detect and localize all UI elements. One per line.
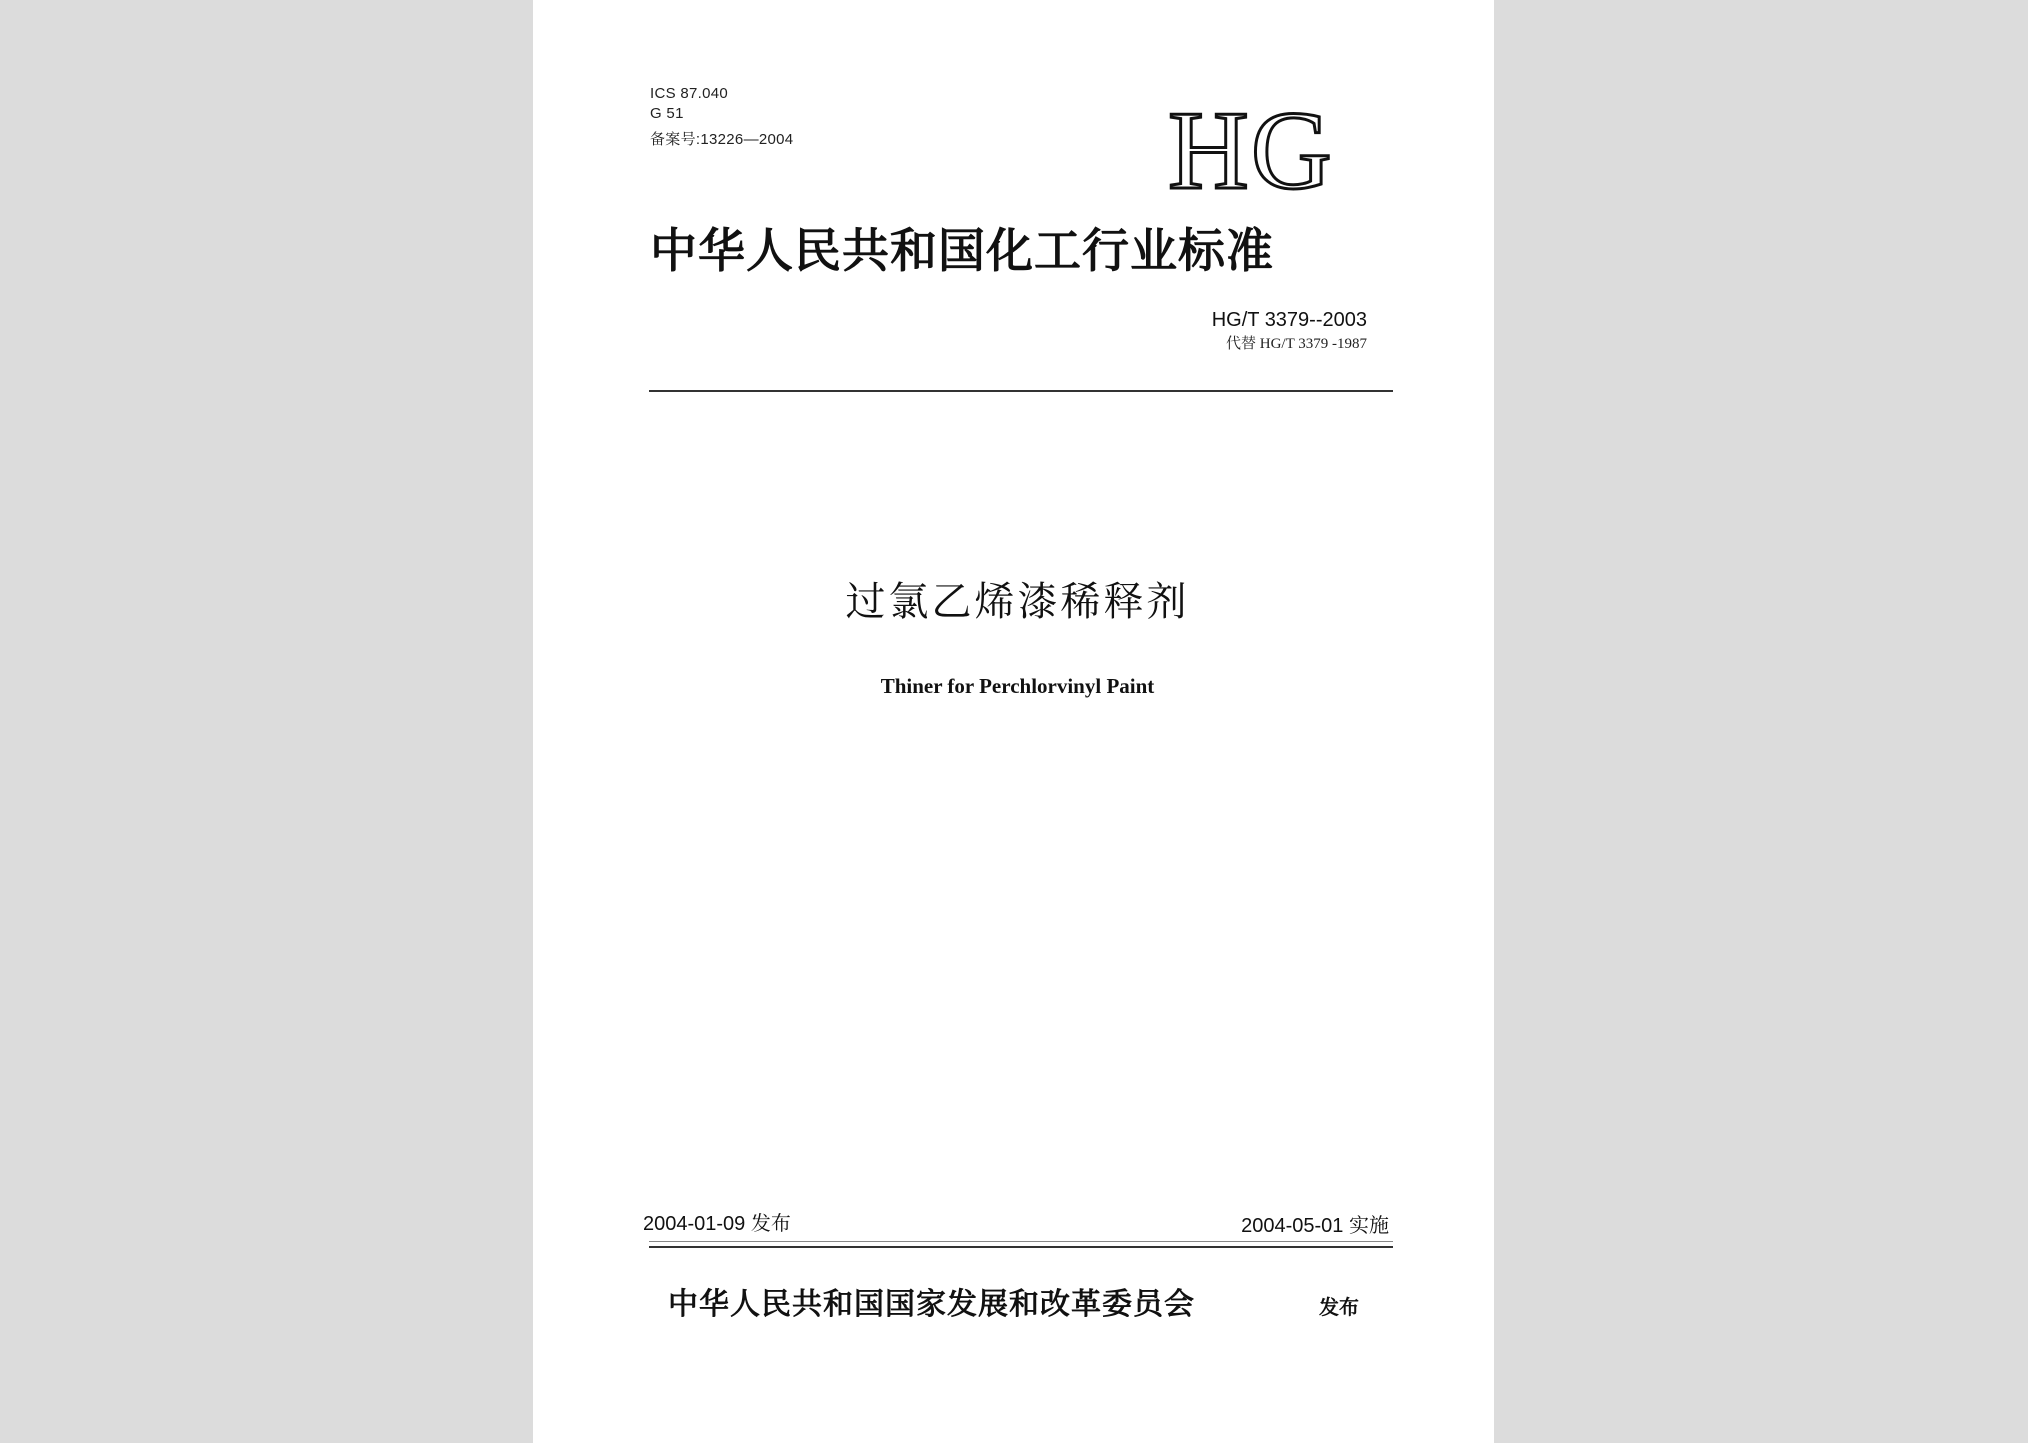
document-title-en: Thiner for Perchlorvinyl Paint (880, 674, 1155, 698)
footer-divider-thin (649, 1241, 1393, 1242)
standard-title: 中华人民共和国化工行业标准 (650, 224, 1274, 279)
footer-divider (649, 1246, 1393, 1248)
hg-logo: HG (1168, 89, 1334, 213)
standard-number: HG/T 3379--2003 (1211, 309, 1367, 331)
header-divider (649, 390, 1393, 392)
publisher-name: 中华人民共和国国家发展和改革委员会 (668, 1287, 1195, 1322)
document-page (533, 0, 1494, 1443)
publisher-action: 发布 (1319, 1295, 1359, 1319)
issue-date: 2004-01-09 发布 (643, 1213, 791, 1235)
ics-code: ICS 87.040 (650, 85, 729, 102)
implement-date: 2004-05-01 实施 (1241, 1215, 1389, 1237)
replaces-standard: 代替 HG/T 3379 -1987 (1226, 336, 1367, 352)
document-title-cn: 过氯乙烯漆稀释剂 (845, 579, 1190, 625)
classification-code: G 51 (650, 105, 684, 122)
record-number: 备案号:13226—2004 (650, 131, 794, 148)
